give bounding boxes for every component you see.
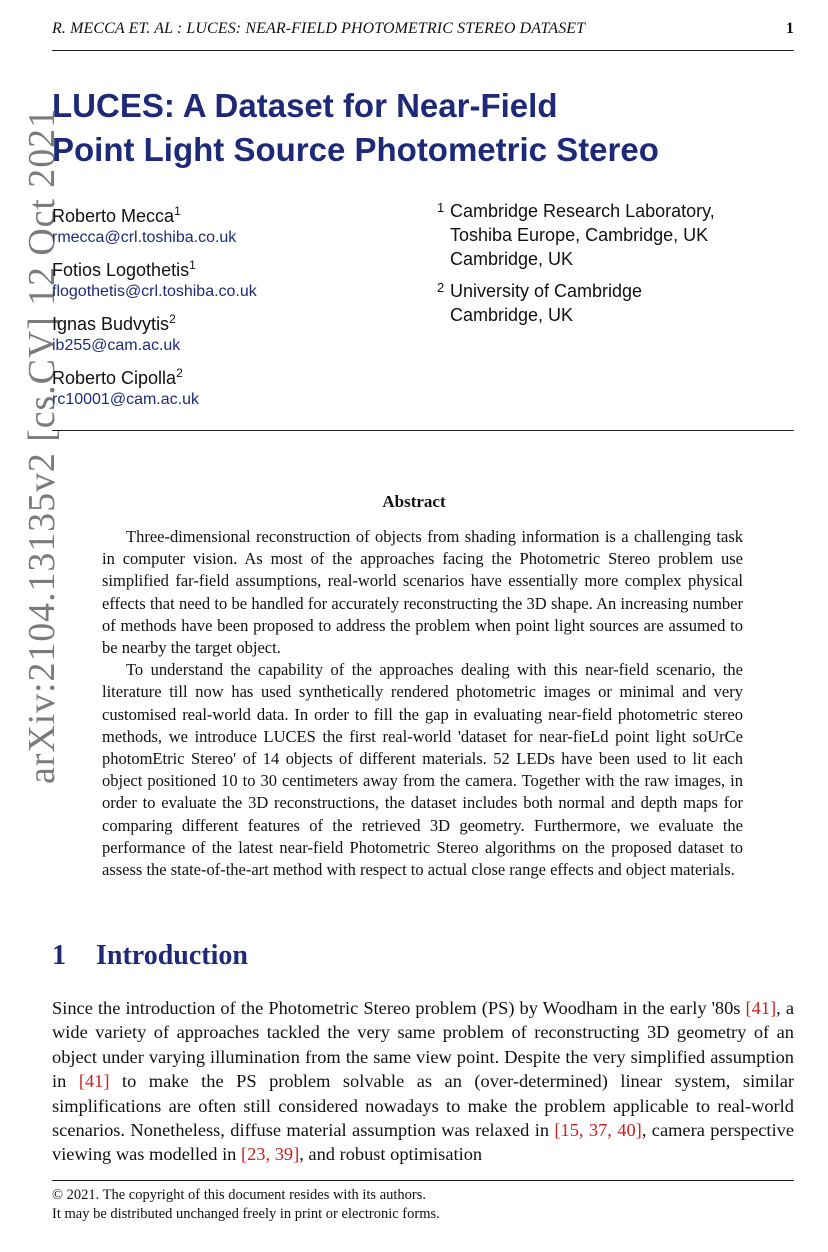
running-header: [52, 20, 794, 42]
affiliation-list: [437, 199, 797, 335]
author-name: Roberto Cipolla: [52, 368, 177, 388]
affiliation-number: 2: [437, 280, 445, 295]
affiliation-line: Cambridge, UK: [450, 249, 574, 269]
abstract-heading: Abstract: [382, 492, 446, 511]
citation-link[interactable]: [23, 39]: [240, 1144, 300, 1165]
author-email[interactable]: rc10001@cam.ac.uk: [52, 391, 199, 408]
title-line-1: LUCES: A Dataset for Near-Field: [52, 87, 558, 124]
author-email[interactable]: rmecca@crl.toshiba.co.uk: [52, 229, 237, 246]
intro-text: to make the PS problem solvable as an (over-determined) linear system, similar simplifications are often still considered nowadays to make the problem applicable to real-world scenarios. Nonetheless, diffuse material assumption was relaxed in: [52, 1071, 794, 1141]
footer-line-1: © 2021. The copyright of this document resides with its authors.: [52, 1187, 427, 1203]
intro-text: , camera perspective viewing was modelled in: [52, 1120, 795, 1165]
author-list: [52, 199, 412, 415]
affiliation-2: [437, 279, 797, 327]
author-email[interactable]: ib255@cam.ac.uk: [52, 337, 181, 354]
title-line-2: Point Light Source Photometric Stereo: [52, 131, 659, 168]
section-number: 1: [52, 940, 66, 971]
running-header-text: R. MECCA ET. AL : LUCES: NEAR-FIELD PHOTOMETRIC STEREO DATASET: [52, 20, 586, 37]
affiliation-line: Cambridge Research Laboratory,: [450, 201, 715, 221]
author-1: [52, 199, 412, 253]
affiliation-1: [437, 199, 797, 271]
citation-link[interactable]: [41]: [745, 998, 777, 1018]
affiliation-line: Cambridge, UK: [450, 305, 574, 325]
affiliation-line: University of Cambridge: [450, 281, 643, 301]
section-heading: [52, 940, 248, 972]
author-block-rule: [52, 430, 794, 431]
intro-text: , a wide variety of approaches tackled the very same problem of reconstructing 3D geometry of an object under varying illumination from the same view point. Despite the very simplified assumption in: [52, 998, 794, 1092]
abstract-body: [102, 526, 743, 881]
author-name: Fotios Logothetis: [52, 260, 190, 280]
paper-title: [52, 84, 792, 172]
author-3: [52, 307, 412, 361]
intro-paragraph: [52, 996, 794, 1167]
author-affiliation-mark: 2: [176, 366, 183, 380]
arxiv-stamp: arXiv:2104.13135v2 [cs.CV] 12 Oct 2021: [21, 108, 63, 784]
footer-rule: [52, 1180, 794, 1181]
abstract-paragraph-1: Three-dimensional reconstruction of objects from shading information is a challenging task in computer vision. As most of the approaches facing the Photometric Stereo problem use simplified far-field assumptions, real-world scenarios have essentially more complex physical effects that need to be handled for accurately reconstructing the 3D shape. An increasing number of methods have been proposed to address the problem when point light sources are assumed to be nearby the target object.: [102, 527, 743, 658]
citation-link[interactable]: [41]: [78, 1071, 110, 1092]
introduction-body: [52, 996, 794, 1167]
author-name: Roberto Mecca: [52, 206, 175, 226]
footer-line-2: It may be distributed unchanged freely in print or electronic forms.: [52, 1206, 440, 1222]
author-2: [52, 253, 412, 307]
author-4: [52, 361, 412, 415]
header-rule: [52, 50, 794, 51]
author-affiliation-mark: 1: [174, 204, 181, 218]
copyright-footer: [52, 1186, 440, 1224]
author-affiliation-mark: 2: [169, 312, 176, 326]
author-email[interactable]: flogothetis@crl.toshiba.co.uk: [52, 283, 257, 300]
abstract-paragraph-2: To understand the capability of the approaches dealing with this near-field scenario, the literature till now has used synthetically rendered photometric images or minimal and very customised real-world data. In order to fill the gap in evaluating near-field photometric stereo methods, we introduce LUCES the first real-world 'dataset for near-fieLd point light soUrCe photomEtric Stereo' of 14 objects of different materials. 52 LEDs have been used to lit each object positioned 10 to 30 centimeters away from the camera. Together with the raw images, in order to evaluate the 3D reconstructions, the dataset includes both normal and depth maps for comparing different features of the retrieved 3D geometry. Furthermore, we evaluate the performance of the latest near-field Photometric Stereo algorithms on the proposed dataset to assess the state-of-the-art method with respect to actual close range effects and object materials.: [102, 660, 743, 880]
author-affiliation-mark: 1: [189, 258, 196, 272]
citation-link[interactable]: [15, 37, 40]: [554, 1120, 642, 1141]
author-name: Ignas Budvytis: [52, 314, 170, 334]
page-number: 1: [785, 20, 794, 37]
affiliation-number: 1: [437, 200, 445, 215]
intro-text: Since the introduction of the Photometric Stereo problem (PS) by Woodham in the early '80s: [52, 998, 746, 1018]
affiliation-line: Toshiba Europe, Cambridge, UK: [450, 225, 709, 245]
intro-text: , and robust optimisation: [299, 1144, 483, 1165]
section-title: Introduction: [96, 940, 248, 971]
